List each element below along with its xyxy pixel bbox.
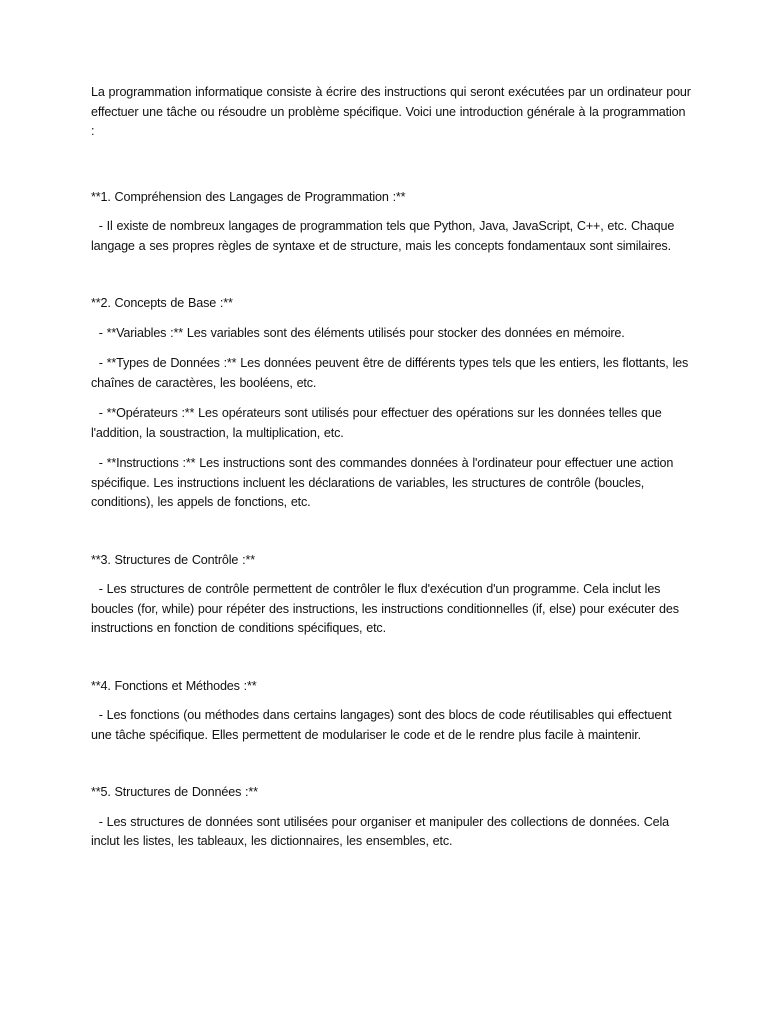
section-item: - **Instructions :** Les instructions sont des commandes données à l'ordinateur pour effectuer une action spécifique. Les instructions incluent les déclarations de variables, les structures de contrôle (boucles, conditions), les appels de fonctions, etc.	[91, 456, 678, 509]
section-item: - **Types de Données :** Les données peuvent être de différents types tels que les entiers, les flottants, les chaînes de caractères, les booléens, etc.	[91, 356, 692, 390]
section-structures-controle	[91, 551, 691, 639]
section-heading: **1. Compréhension des Langages de Programmation :**	[91, 189, 406, 204]
section-heading: **3. Structures de Contrôle :**	[91, 552, 255, 567]
section-heading: **4. Fonctions et Méthodes :**	[91, 678, 257, 693]
section-item: - Les structures de contrôle permettent de contrôler le flux d'exécution d'un programme. Cela inclut les boucles (for, while) pour répéter des instructions, les instructions conditionnelles (if, else) pour exécuter des instructions en fonction de conditions spécifiques, etc.	[91, 582, 683, 635]
section-langages	[91, 188, 691, 257]
section-item: - Il existe de nombreux langages de programmation tels que Python, Java, JavaScript, C++, etc. Chaque langage a ses propres règles de syntaxe et de structure, mais les concepts fondamentaux sont similaires.	[91, 219, 679, 253]
intro-paragraph: La programmation informatique consiste à écrire des instructions qui seront exécutées par un ordinateur pour effectuer une tâche ou résoudre un problème spécifique. Voici une introduction générale à la programmation :	[91, 85, 695, 138]
section-item: - **Opérateurs :** Les opérateurs sont utilisés pour effectuer des opérations sur les données telles que l'addition, la soustraction, la multiplication, etc.	[91, 406, 666, 440]
section-fonctions	[91, 677, 691, 746]
section-item: - Les structures de données sont utilisées pour organiser et manipuler des collections de données. Cela inclut les listes, les tableaux, les dictionnaires, les ensembles, etc.	[91, 814, 673, 848]
section-item: - **Variables :** Les variables sont des éléments utilisés pour stocker des données en mémoire.	[91, 325, 625, 340]
section-item: - Les fonctions (ou méthodes dans certains langages) sont des blocs de code réutilisables qui effectuent une tâche spécifique. Elles permettent de modulariser le code et de le rendre plus facile à maintenir.	[91, 708, 676, 742]
section-concepts	[91, 294, 691, 513]
document-body	[91, 83, 695, 863]
section-heading: **5. Structures de Données :**	[91, 785, 258, 799]
section-heading: **2. Concepts de Base :**	[91, 296, 233, 310]
section-structures-donnees	[91, 783, 691, 852]
